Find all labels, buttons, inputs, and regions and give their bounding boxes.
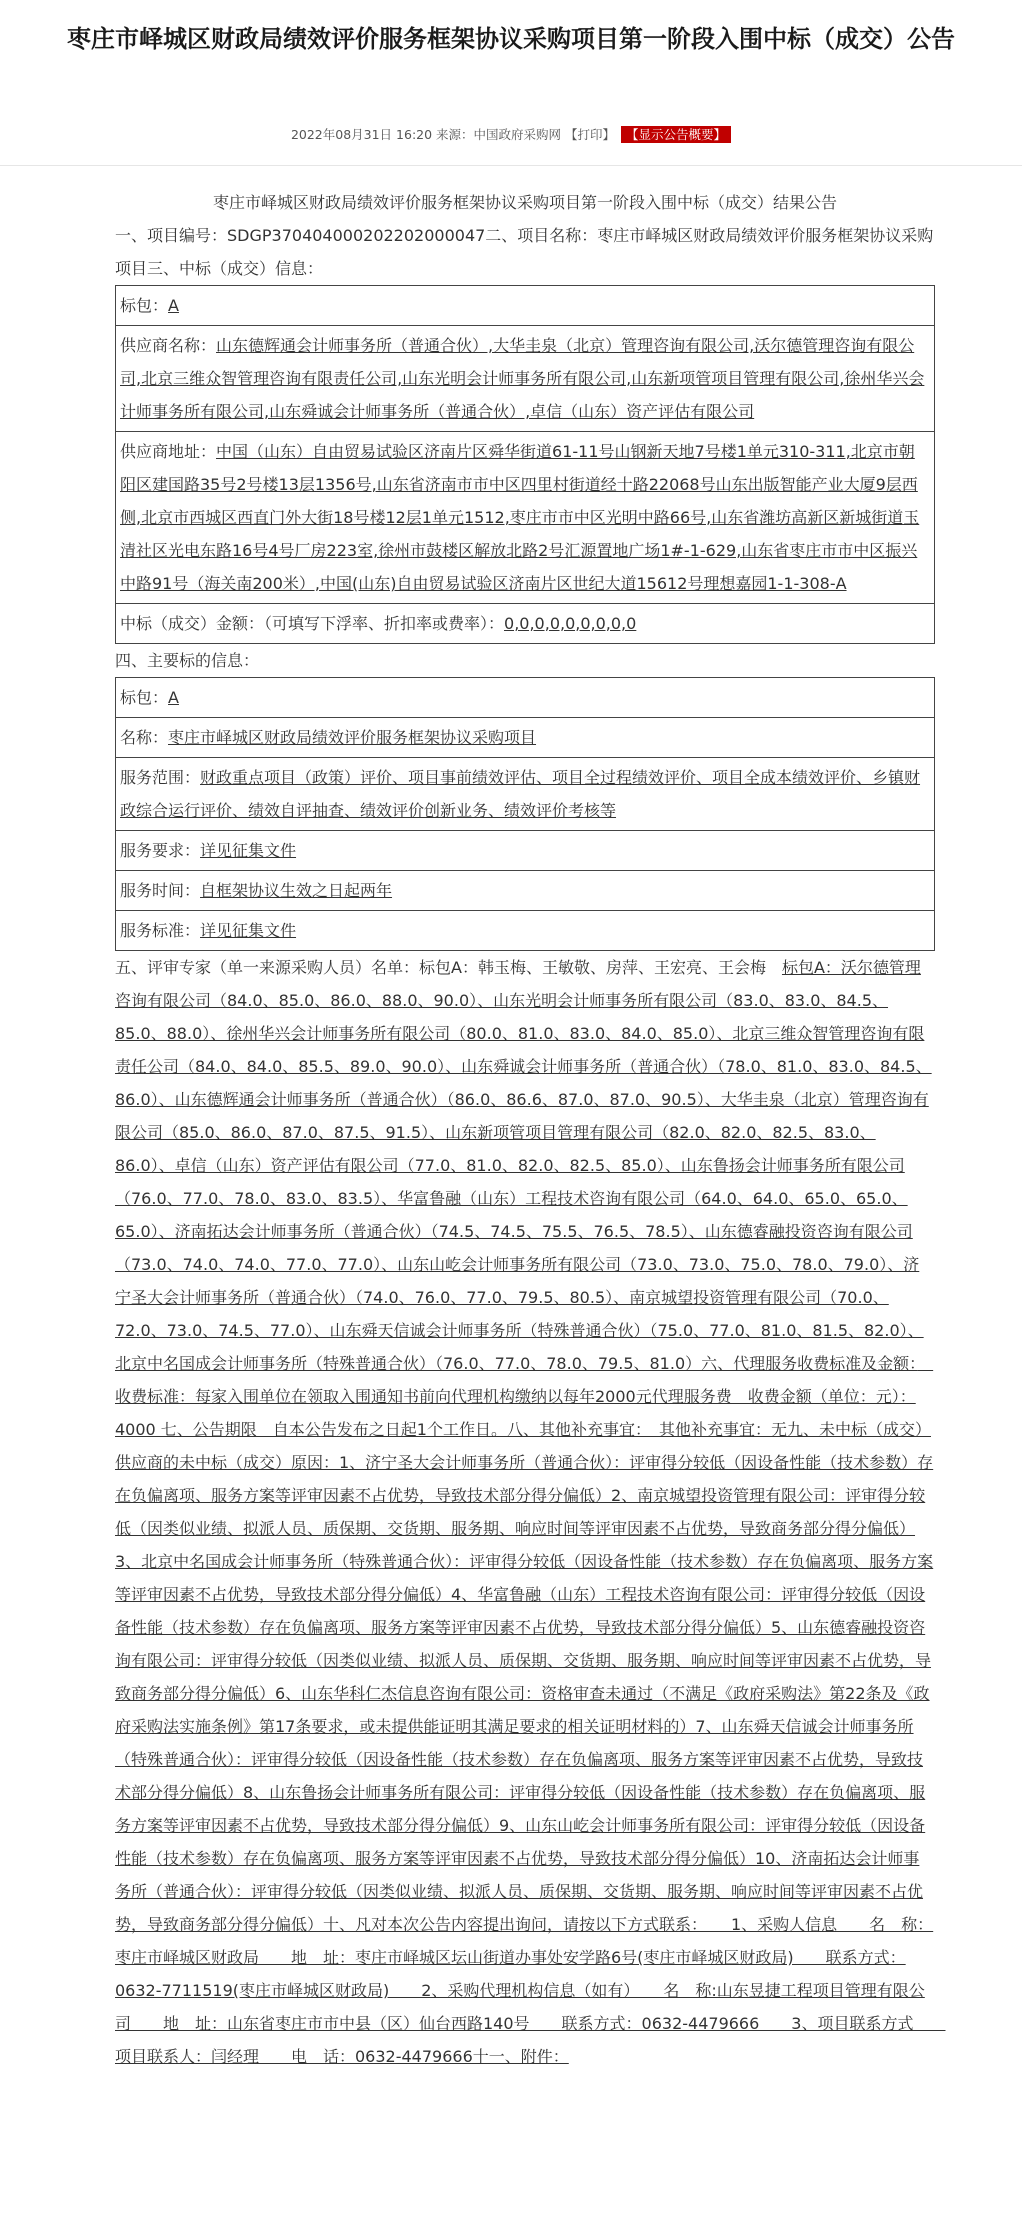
- page-title: 枣庄市峄城区财政局绩效评价服务框架协议采购项目第一阶段入围中标（成交）公告: [67, 25, 955, 53]
- subject-package-row: [116, 678, 934, 717]
- award-info-table: [115, 285, 935, 644]
- subject-standard-row: [116, 910, 934, 950]
- field-value: 中国（山东）自由贸易试验区济南片区舜华街道61-11号山钢新天地7号楼1单元310-311,北京市朝阳区建国路35号2号楼13层1356号,山东省济南市市中区四里村街道经十路22068号山东出版智能产业大厦9层西侧,北京市西城区西直门外大街18号楼12层1单元1512,枣庄市市中区光明中路66号,山东省潍坊高新区新城街道玉清社区光电东路16号4号厂房223室,徐州市鼓楼区解放北路2号汇源置地广场1#-1-629,山东省枣庄市市中区振兴中路91号（海关南200米）,中国(山东)自由贸易试验区济南片区世纪大道15612号理想嘉园1-1-308-A: [120, 442, 920, 593]
- field-label: 标包：: [120, 688, 169, 707]
- field-label: 服务标准：: [120, 921, 201, 940]
- field-label: 供应商名称：: [120, 336, 217, 355]
- award-address-row: [116, 431, 934, 603]
- field-label: 服务时间：: [120, 881, 201, 900]
- publish-datetime: 2022年08月31日 16:20: [290, 127, 433, 142]
- field-value: 0,0,0,0,0,0,0,0,0: [504, 614, 637, 633]
- field-value: 山东德辉通会计师事务所（普通合伙）,大华圭泉（北京）管理咨询有限公司,沃尔德管理咨询有限公司,北京三维众智管理咨询有限责任公司,山东光明会计师事务所有限公司,山东新项管项目管理有限公司,徐州华兴会计师事务所有限公司,山东舜诚会计师事务所（普通合伙）,卓信（山东）资产评估有限公司: [120, 336, 925, 421]
- award-amount-row: [116, 603, 934, 643]
- field-value: 详见征集文件: [200, 841, 297, 860]
- field-label: 服务要求：: [120, 841, 201, 860]
- show-summary-button[interactable]: 【显示公告概要】: [621, 126, 731, 143]
- award-supplier-row: [116, 325, 934, 431]
- article-body: [115, 186, 946, 2073]
- experts-lead: 五、评审专家（单一来源采购人员）名单：标包A：韩玉梅、王敏敬、房萍、王宏亮、王会梅: [115, 958, 766, 977]
- print-link[interactable]: 【打印】: [565, 127, 616, 142]
- award-package-row: [116, 286, 934, 325]
- subject-requirement-row: [116, 830, 934, 870]
- main-subject-heading: 四、主要标的信息：: [115, 651, 260, 670]
- field-value: 枣庄市峄城区财政局绩效评价服务框架协议采购项目: [168, 728, 537, 747]
- subject-time-row: [116, 870, 934, 910]
- field-label: 标包：: [120, 296, 169, 315]
- field-label: 供应商地址：: [120, 442, 217, 461]
- field-value: A: [168, 296, 179, 315]
- field-label: 服务范围：: [120, 768, 201, 787]
- experts-and-results-text: 标包A：沃尔德管理咨询有限公司（84.0、85.0、86.0、88.0、90.0）、山东光明会计师事务所有限公司（83.0、83.0、84.5、85.0、88.0）、徐州华兴会计师事务所有限公司（80.0、81.0、83.0、84.0、85.0）、北京三维众智管理咨询有限责任公司（84.0、84.0、85.5、89.0、90.0）、山东舜诚会计师事务所（普通合伙）（78.0、81.0、83.0、84.5、86.0）、山东德辉通会计师事务所（普通合伙）（86.0、86.6、87.0、87.0、90.5）、大华圭泉（北京）管理咨询有限公司（85.0、86.0、87.0、87.5、91.5）、山东新项管项目管理有限公司（82.0、82.0、82.5、83.0、86.0）、卓信（山东）资产评估有限公司（77.0、81.0、82.0、82.5、85.0）、山东鲁扬会计师事务所有限公司（76.0、77.0、78.0、83.0、83.5）、华富鲁融（山东）工程技术咨询有限公司（64.0、64.0、65.0、65.0、65.0）、济南拓达会计师事务所（普通合伙）（74.5、74.5、75.5、76.5、78.5）、山东德睿融投资咨询有限公司（73.0、74.0、74.0、77.0、77.0）、山东山屹会计师事务所有限公司（73.0、73.0、75.0、78.0、79.0）、济宁圣大会计师事务所（普通合伙）（74.0、76.0、77.0、79.5、80.5）、南京城望投资管理有限公司（70.0、72.0、73.0、74.5、77.0）、山东舜天信诚会计师事务所（特殊普通合伙）（75.0、77.0、81.0、81.5、82.0）、北京中名国成会计师事务所（特殊普通合伙）（76.0、77.0、78.0、79.5、81.0）六、代理服务收费标准及金额： 收费标准：每家入围单位在领取入围通知书前向代理机构缴纳以每年2000元代理服务费 收费金额（单位：元）：4000 七、公告期限 自本公告发布之日起1个工作日。八、其他补充事宜： 其他补充事宜：无九、未中标（成交）供应商的未中标（成交）原因：1、济宁圣大会计师事务所（普通合伙）：评审得分较低（因设备性能（技术参数）存在负偏离项、服务方案等评审因素不占优势，导致技术部分得分偏低）2、南京城望投资管理有限公司：评审得分较低（因类似业绩、拟派人员、质保期、交货期、服务期、响应时间等评审因素不占优势，导致商务部分得分偏低）3、北京中名国成会计师事务所（特殊普通合伙）：评审得分较低（因设备性能（技术参数）存在负偏离项、服务方案等评审因素不占优势，导致技术部分得分偏低）4、华富鲁融（山东）工程技术咨询有限公司：评审得分较低（因设备性能（技术参数）存在负偏离项、服务方案等评审因素不占优势，导致技术部分得分偏低）5、山东德睿融投资咨询有限公司：评审得分较低（因类似业绩、拟派人员、质保期、交货期、服务期、响应时间等评审因素不占优势，导致商务部分得分偏低）6、山东华科仁杰信息咨询有限公司：资格审查未通过（不满足《政府采购法》第22条及《政府采购法实施条例》第17条要求，或未提供能证明其满足要求的相关证明材料的）7、山东舜天信诚会计师事务所（特殊普通合伙）：评审得分较低（因设备性能（技术参数）存在负偏离项、服务方案等评审因素不占优势，导致技术部分得分偏低）8、山东鲁扬会计师事务所有限公司：评审得分较低（因设备性能（技术参数）存在负偏离项、服务方案等评审因素不占优势，导致技术部分得分偏低）9、山东山屹会计师事务所有限公司：评审得分较低（因设备性能（技术参数）存在负偏离项、服务方案等评审因素不占优势，导致技术部分得分偏低）10、济南拓达会计师事务所（普通合伙）：评审得分较低（因类似业绩、拟派人员、质保期、交货期、服务期、响应时间等评审因素不占优势，导致商务部分得分偏低）十、凡对本次公告内容提出询问，请按以下方式联系： 1、采购人信息 名 称：枣庄市峄城区财政局 地 址：枣庄市峄城区坛山街道办事处安学路6号(枣庄市峄城区财政局) 联系方式：0632-7711519(枣庄市峄城区财政局) 2、采购代理机构信息（如有） 名 称:山东昱捷工程项目管理有限公司 地 址：山东省枣庄市市中县（区）仙台西路140号 联系方式：0632-4479666 3、项目联系方式 项目联系人：闫经理 电 话：0632-4479666十一、附件：: [115, 958, 946, 2066]
- main-subject-table: [115, 677, 935, 951]
- field-label: 中标（成交）金额：（可填写下浮率、折扣率或费率）：: [120, 614, 505, 633]
- project-info-line: 一、项目编号：SDGP370404000202202000047二、项目名称：枣庄市峄城区财政局绩效评价服务框架协议采购项目三、中标（成交）信息：: [115, 226, 934, 278]
- experts-and-remaining-sections: [115, 951, 946, 2073]
- field-label: 名称：: [120, 728, 169, 747]
- subject-name-row: [116, 717, 934, 757]
- field-value: 详见征集文件: [200, 921, 297, 940]
- divider: [0, 165, 1022, 166]
- source-label: 来源：中国政府采购网: [436, 127, 562, 142]
- field-value: A: [168, 688, 179, 707]
- notice-subtitle: 枣庄市峄城区财政局绩效评价服务框架协议采购项目第一阶段入围中标（成交）结果公告: [212, 193, 837, 212]
- field-value: 自框架协议生效之日起两年: [200, 881, 393, 900]
- field-value: 财政重点项目（政策）评价、项目事前绩效评估、项目全过程绩效评价、项目全成本绩效评价、乡镇财政综合运行评价、绩效自评抽查、绩效评价创新业务、绩效评价考核等: [120, 768, 921, 820]
- article-meta: [0, 126, 1022, 144]
- subject-scope-row: [116, 757, 934, 830]
